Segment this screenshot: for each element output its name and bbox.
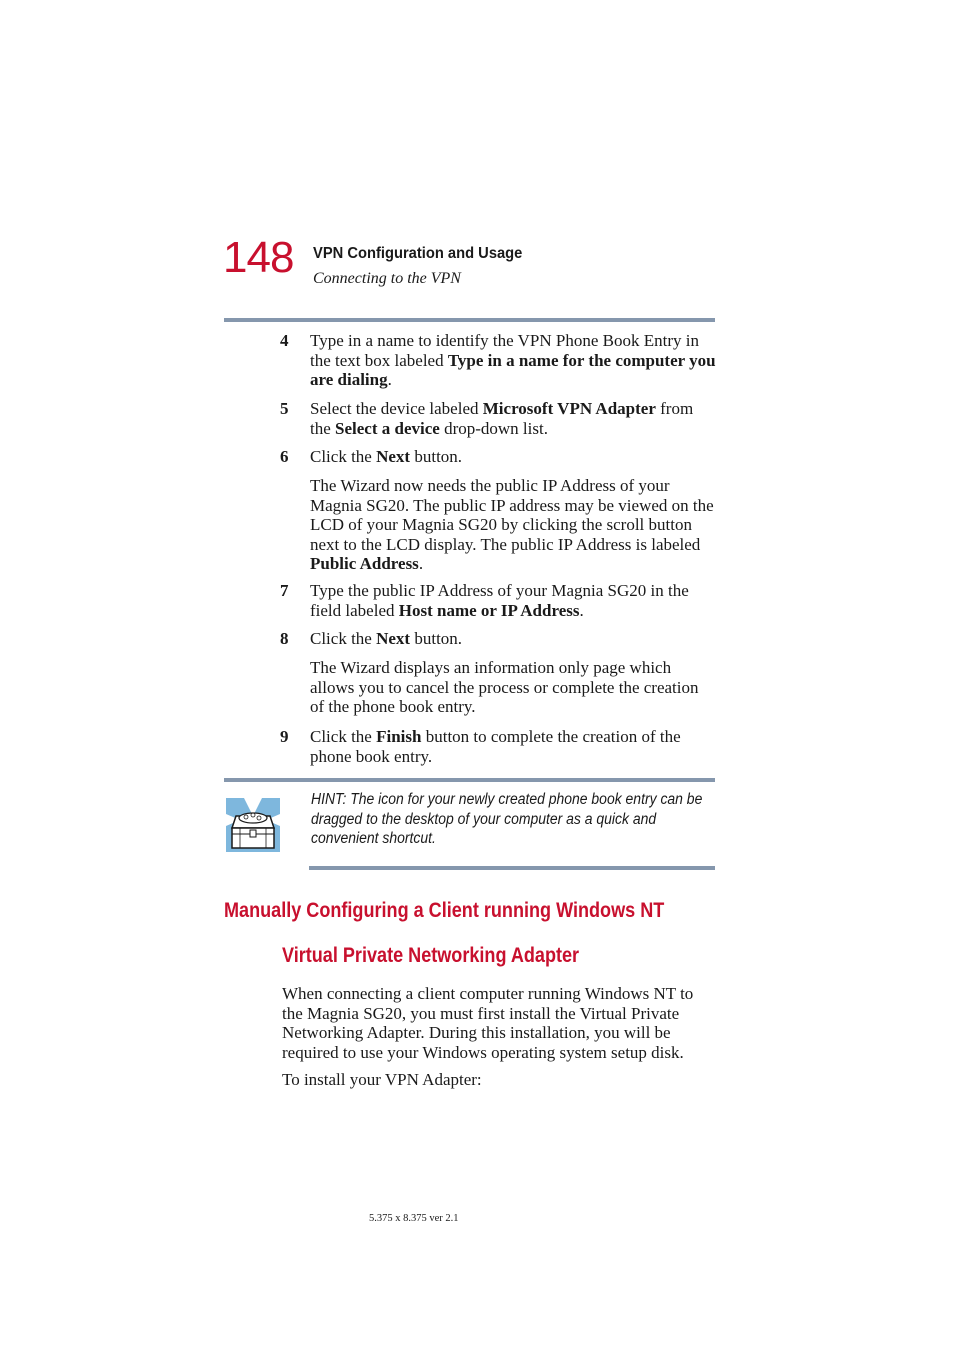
chapter-title: VPN Configuration and Usage	[313, 245, 523, 262]
body-paragraph: When connecting a client computer running Windows NT to the Magnia SG20, you must first install the Virtual Private Networking Adapter. During this installation, you will be required to use your Windows operating system setup disk.	[282, 984, 694, 1062]
subsection-heading: Virtual Private Networking Adapter	[282, 944, 580, 967]
hint-line: HINT: The icon for your newly created phone book entry can be	[311, 791, 703, 808]
hint-line: dragged to the desktop of your computer as a quick and	[311, 810, 657, 828]
section-subtitle: Connecting to the VPN	[313, 270, 461, 287]
step-number: 8	[280, 629, 289, 648]
body-paragraph: To install your VPN Adapter:	[282, 1070, 482, 1089]
hint-line: convenient shortcut.	[311, 830, 436, 847]
top-rule	[224, 318, 715, 322]
step-number: 4	[280, 331, 289, 350]
footer-version: 5.375 x 8.375 ver 2.1	[369, 1213, 459, 1224]
section-heading: Manually Configuring a Client running Windows NT	[224, 899, 665, 922]
step-number: 9	[280, 727, 289, 746]
step-number: 7	[280, 581, 289, 600]
hint-bottom-rule	[309, 866, 715, 870]
hint-text	[311, 790, 703, 849]
step-8-note: The Wizard displays an information only page which allows you to cancel the process or complete the creation of the phone book entry.	[310, 658, 699, 716]
step-text: Select the device labeled Microsoft VPN Adapter from the Select a device drop-down list.	[310, 399, 694, 438]
treasure-chest-icon	[226, 798, 280, 852]
step-6-note: The Wizard now needs the public IP Address of your Magnia SG20. The public IP address may be viewed on the LCD of your Magnia SG20 by clicking the scroll button next to the LCD display. The public IP Address is labeled Public Address.	[310, 476, 714, 573]
step-text: Type in a name to identify the VPN Phone Book Entry in the text box labeled Type in a name for the computer you are dialing.	[310, 331, 716, 389]
step-text: Type the public IP Address of your Magnia SG20 in the field labeled Host name or IP Address.	[310, 581, 689, 620]
step-text: Click the Finish button to complete the creation of the phone book entry.	[310, 727, 681, 766]
hint-top-rule	[224, 778, 715, 782]
step-text: Click the Next button.	[310, 447, 463, 466]
page-number: 148	[223, 233, 294, 282]
step-number: 6	[280, 447, 289, 466]
step-text: Click the Next button.	[310, 629, 463, 648]
step-number: 5	[280, 399, 289, 418]
